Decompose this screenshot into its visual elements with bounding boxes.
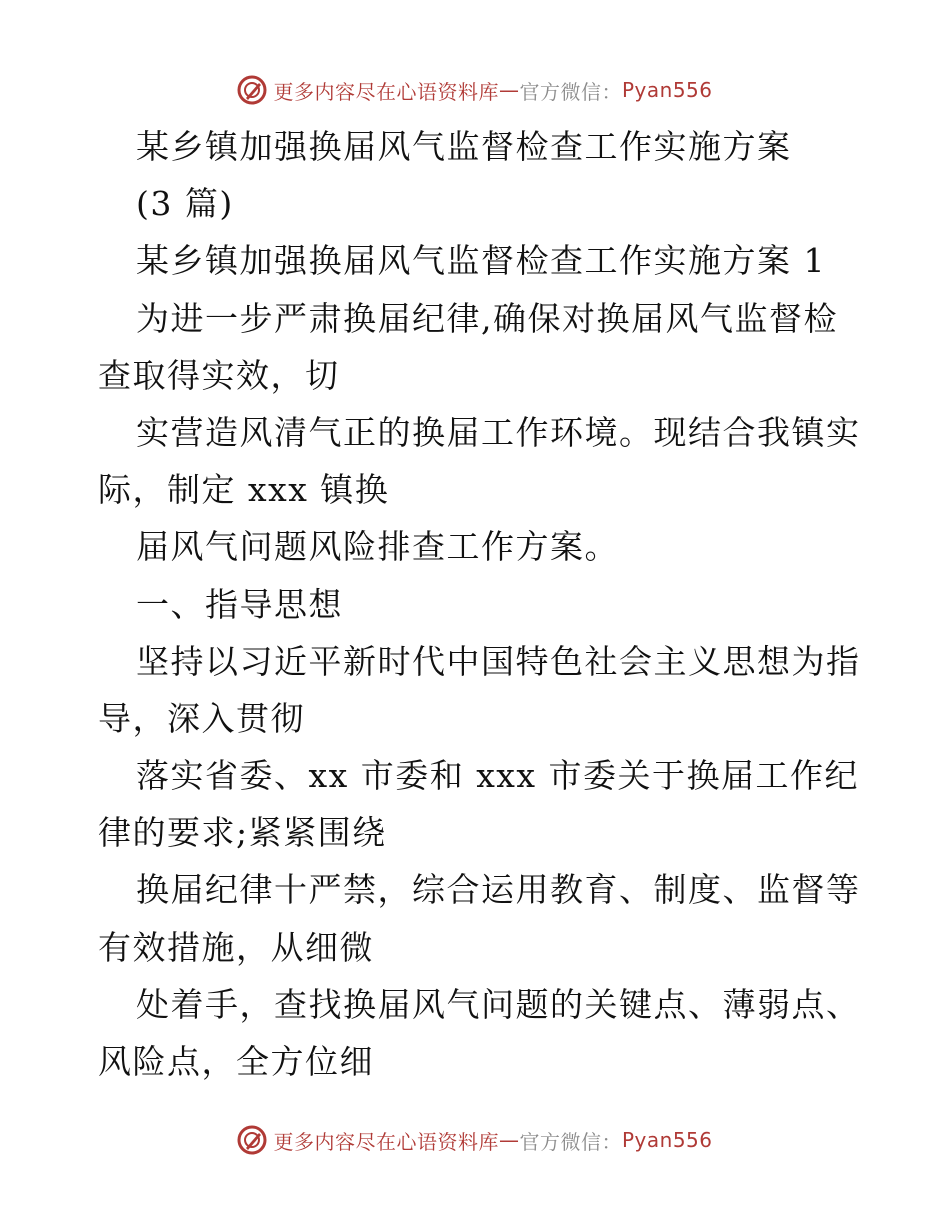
quill-logo-icon [237, 75, 267, 105]
text-line: (3 篇) [136, 184, 234, 224]
text-line: 为进一步严肃换届纪律,确保对换届风气监督检 [136, 298, 838, 338]
banner-dash: — [498, 1128, 520, 1152]
header-banner [0, 70, 950, 110]
quill-logo-icon [237, 1125, 267, 1155]
banner-main-text: 更多内容尽在心语资料库 [273, 79, 499, 104]
text-line: 处着手，查找换届风气问题的关键点、薄弱点、 [136, 984, 861, 1024]
banner-main-text: 更多内容尽在心语资料库 [273, 1129, 499, 1154]
text-line: 落实省委、xx 市委和 xxx 市委关于换届工作纪 [136, 756, 860, 796]
text-line: 实营造风清气正的换届工作环境。现结合我镇实 [136, 412, 861, 452]
text-line: 届风气问题风险排查工作方案。 [136, 527, 619, 567]
text-line: 查取得实效，切 [98, 355, 340, 395]
text-line: 坚持以习近平新时代中国特色社会主义思想为指 [136, 641, 861, 681]
text-line: 律的要求;紧紧围绕 [98, 813, 387, 853]
text-line: 导，深入贯彻 [98, 698, 305, 738]
banner-wechat-label: 官方微信： [519, 79, 622, 104]
banner-wechat-id: Pyan556 [621, 78, 713, 102]
text-line: 一、指导思想 [136, 584, 343, 624]
banner-wechat-label: 官方微信： [519, 1129, 622, 1154]
text-line: 际，制定 xxx 镇换 [98, 470, 390, 510]
footer-banner [0, 1120, 950, 1160]
text-line: 换届纪律十严禁，综合运用教育、制度、监督等 [136, 870, 861, 910]
document-body [98, 118, 861, 1090]
text-line: 某乡镇加强换届风气监督检查工作实施方案 [136, 127, 792, 166]
text-line: 某乡镇加强换届风气监督检查工作实施方案 1 [136, 241, 826, 281]
banner-dash: — [498, 78, 520, 102]
text-line: 风险点，全方位细 [98, 1042, 374, 1081]
banner-wechat-id: Pyan556 [621, 1128, 713, 1152]
text-line: 有效措施，从细微 [98, 927, 374, 967]
